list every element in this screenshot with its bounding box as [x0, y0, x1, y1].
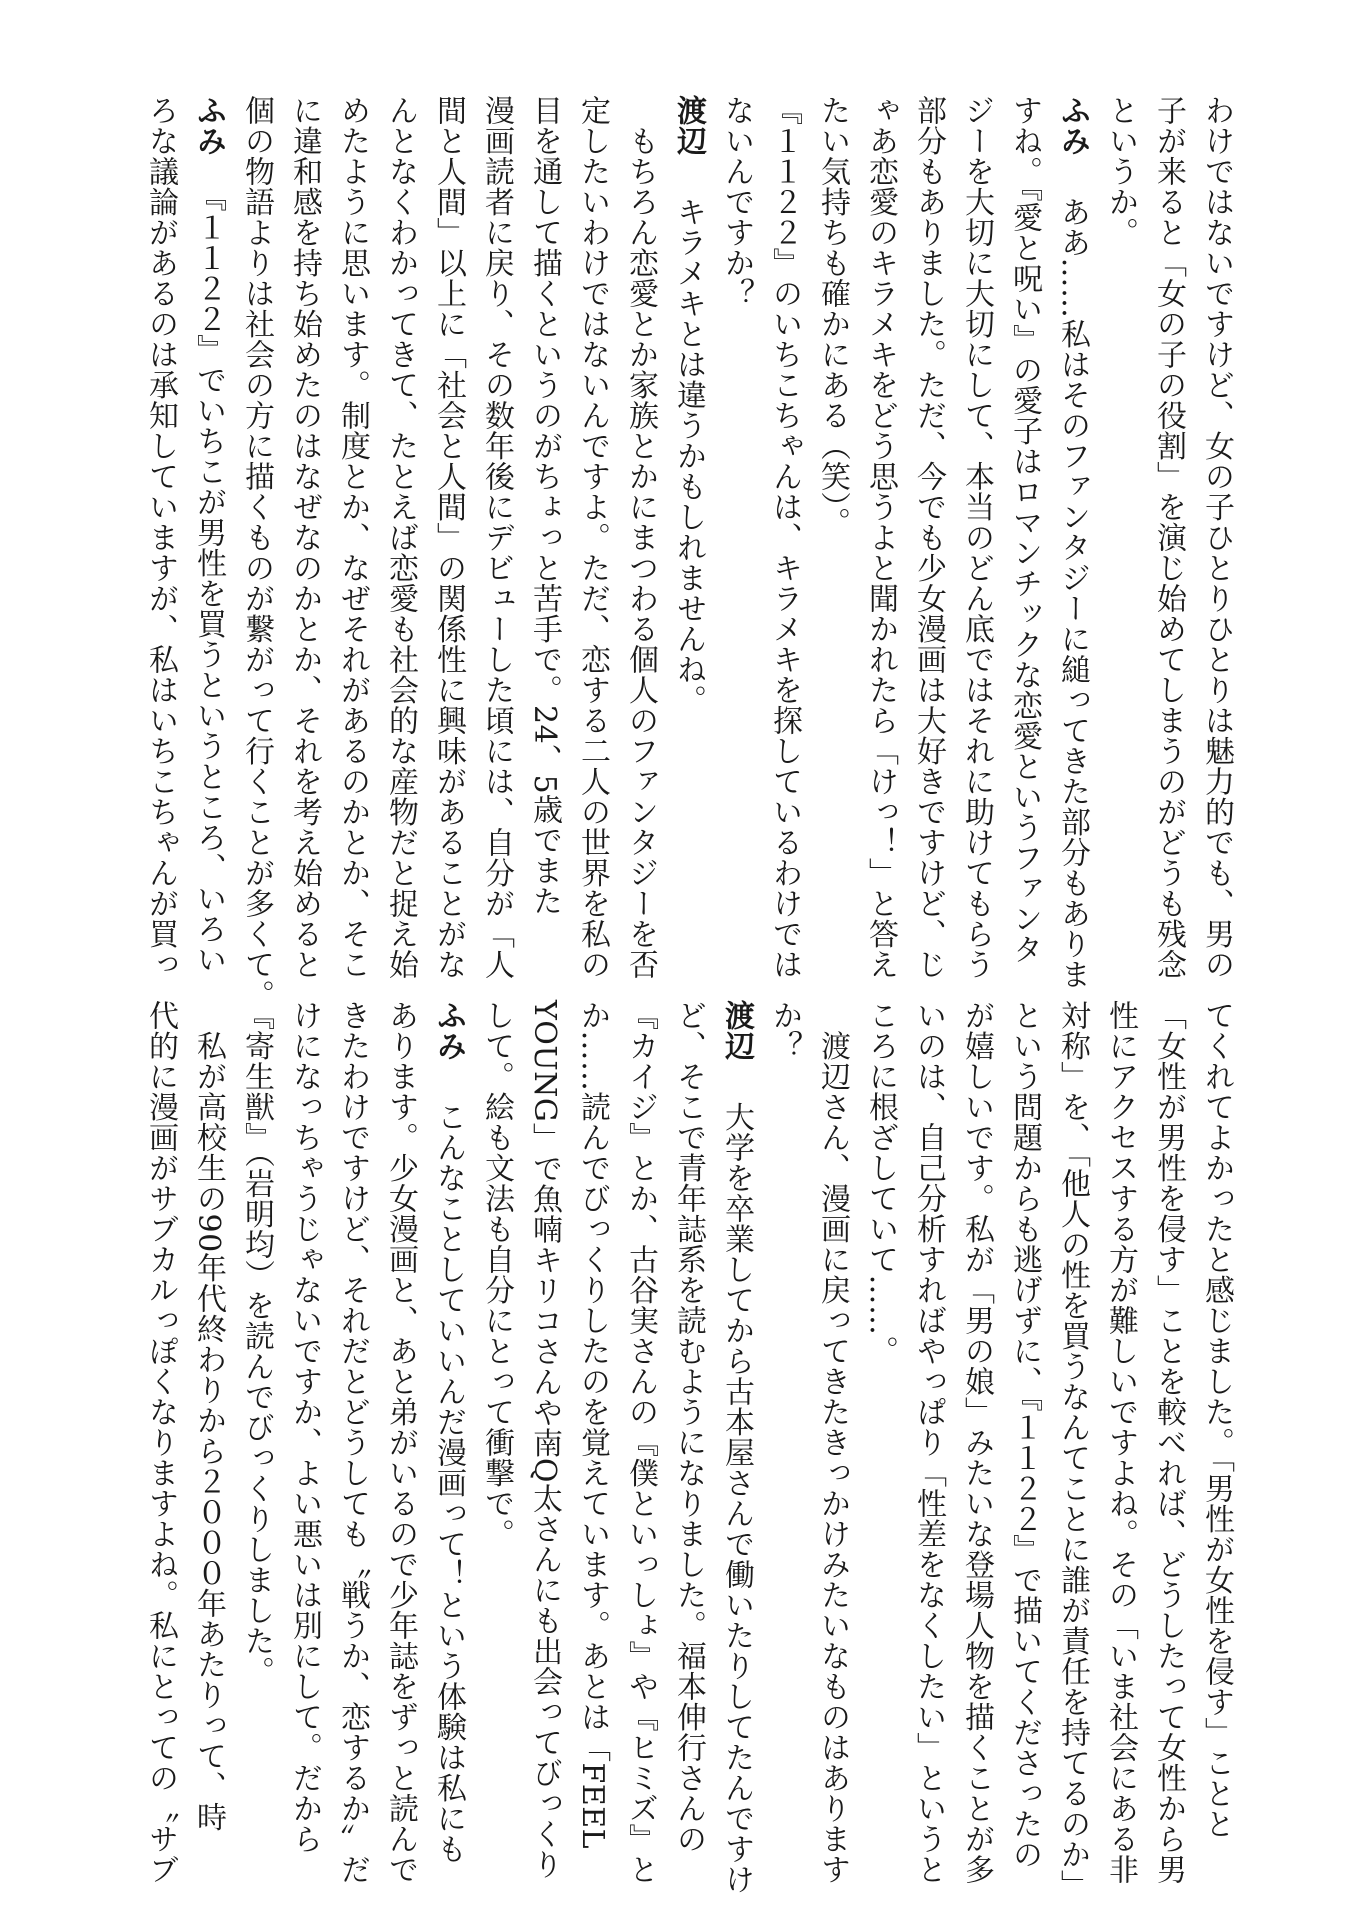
text-column: [280, 95, 328, 980]
column-text: あります。少女漫画と、あと弟がいるので少年誌をずっと読んで: [383, 1000, 418, 1885]
column-text: か？: [767, 1000, 802, 1061]
column-text: ど、そこで青年誌系を読むようになりました。福本伸行さんの: [671, 1000, 706, 1854]
text-column: [1048, 95, 1096, 990]
column-text: か……読んでびっくりしたのを覚えています。あとは「FEEL: [575, 1000, 610, 1850]
column-text: 性にアクセスする方が難しいですよね。その「いま社会にある非: [1103, 1000, 1138, 1885]
text-column: [1144, 1000, 1192, 1885]
text-column: [1000, 1000, 1048, 1870]
text-column: [664, 1000, 712, 1854]
text-column: [1096, 1000, 1144, 1885]
text-column: [1144, 95, 1192, 980]
column-text: 個の物語よりは社会の方に描くものが繋がって行くことが多くて。: [239, 95, 274, 1010]
text-column: [376, 1000, 424, 1885]
text-column: [808, 95, 856, 935]
column-text: という問題からも逃げずに、『１１２２』で描いてくださったの: [1007, 1000, 1042, 1870]
column-text: ないんですか？: [719, 95, 754, 309]
speaker-label: ふみ: [1055, 95, 1090, 156]
column-text: YOUNG」で魚喃キリコさんや南Q太さんにも出会ってびっくり: [527, 1000, 562, 1880]
text-column: [184, 1000, 232, 1840]
text-column: [328, 1000, 376, 1885]
text-column: [328, 95, 376, 980]
text-column: [184, 95, 232, 975]
bottom-text-block: [110, 1000, 1240, 1900]
column-text: すね。『愛と呪い』の愛子はロマンチックな恋愛というファンタ: [1007, 95, 1042, 965]
text-column: [1048, 1000, 1096, 1900]
column-text: めたように思います。制度とか、なぜそれがあるのかとか、そこ: [335, 95, 370, 980]
column-text: 部分もありました。ただ、今でも少女漫画は大好きですけど、じ: [911, 95, 946, 980]
column-text: 『寄生獣』（岩明均）を読んでびっくりしました。: [239, 1000, 274, 1687]
text-column: [232, 95, 280, 1010]
column-text: もちろん恋愛とか家族とかにまつわる個人のファンタジーを否: [623, 95, 658, 980]
column-text: 定したいわけではないんですよ。ただ、恋する二人の世界を私の: [575, 95, 610, 980]
column-text: わけではないですけど、女の子ひとりひとりは魅力的でも、男の: [1199, 95, 1234, 980]
text-column: [856, 1000, 904, 1840]
text-column: [760, 95, 808, 980]
column-text: 私が高校生の90年代終わりから２０００年あたりって、時: [191, 1000, 226, 1833]
text-column: [760, 1000, 808, 1840]
column-text: 対称」を、「他人の性を買うなんてことに誰が責任を持てるのか」: [1055, 1000, 1090, 1900]
text-column: [856, 95, 904, 980]
text-column: [952, 1000, 1000, 1885]
column-text: 『１１２２』でいちこが男性を買うというところ、いろい: [191, 196, 226, 975]
text-column: [232, 1000, 280, 1840]
text-column: [520, 1000, 568, 1880]
speaker-label: 渡辺: [671, 95, 706, 156]
column-text: 『１１２２』のいちこちゃんは、キラメキを探しているわけでは: [767, 95, 802, 980]
text-column: [712, 95, 760, 935]
column-text: 間と人間」以上に「社会と人間」の関係性に興味があることがな: [431, 95, 466, 980]
column-text: が嬉しいです。私が「男の娘」みたいな登場人物を描くことが多: [959, 1000, 994, 1885]
column-text: ジーを大切に大切にして、本当のどん底ではそれに助けてもらう: [959, 95, 994, 980]
column-text: して。絵も文法も自分にとって衝撃で。: [479, 1000, 514, 1549]
text-column: [1192, 1000, 1240, 1840]
text-column: [904, 95, 952, 980]
text-column: [568, 95, 616, 980]
text-column: [280, 1000, 328, 1854]
text-column: [808, 1000, 856, 1885]
text-column: [904, 1000, 952, 1885]
text-column: [376, 95, 424, 980]
column-text: ろな議論があるのは承知していますが、私はいちこちゃんが買っ: [143, 95, 178, 980]
speaker-label: ふみ: [431, 1000, 466, 1061]
text-column: [1192, 95, 1240, 980]
column-text: いのは、自己分析すればやっぱり「性差をなくしたい」というと: [911, 1000, 946, 1885]
text-column: [424, 1000, 472, 1864]
text-column: [424, 95, 472, 980]
text-column: [664, 95, 712, 935]
column-text: 代的に漫画がサブカルっぽくなりますよね。私にとっての〝サブ: [143, 1000, 178, 1885]
column-text: きたわけですけど、それだとどうしても〝戦うか、恋するか〟だ: [335, 1000, 370, 1885]
text-column: [1096, 95, 1144, 935]
text-column: [472, 95, 520, 980]
column-text: というか。: [1103, 95, 1138, 248]
column-text: 渡辺さん、漫画に戻ってきたきっかけみたいなものはあります: [815, 1000, 850, 1885]
text-column: [712, 1000, 760, 1895]
text-column: [616, 1000, 664, 1885]
column-text: てくれてよかったと感じました。「男性が女性を侵す」ことと: [1199, 1000, 1234, 1839]
text-column: [616, 95, 664, 980]
column-text: 漫画読者に戻り、その数年後にデビューした頃には、自分が「人: [479, 95, 514, 980]
column-text: ゃあ恋愛のキラメキをどう思うよと聞かれたら「けっ！」と答え: [863, 95, 898, 980]
column-text: けになっちゃうじゃないですか、よい悪いは別にして。だから: [287, 1000, 322, 1854]
column-text: 大学を卒業してから古本屋さんで働いたりしてたんですけ: [719, 1101, 754, 1895]
column-text: こんなことしていいんだ漫画って！という体験は私にも: [431, 1101, 466, 1864]
text-column: [136, 95, 184, 980]
column-text: に違和感を持ち始めたのはなぜなのかとか、それを考え始めると: [287, 95, 322, 980]
column-text: 『カイジ』とか、古谷実さんの『僕といっしょ』や『ヒミズ』と: [623, 1000, 658, 1885]
column-text: んとなくわかってきて、たとえば恋愛も社会的な産物だと捉え始: [383, 95, 418, 980]
text-column: [472, 1000, 520, 1840]
column-text: キラメキとは違うかもしれませんね。: [671, 196, 706, 715]
speaker-label: ふみ: [191, 95, 226, 156]
top-text-block: [110, 95, 1240, 1010]
text-column: [1000, 95, 1048, 965]
text-column: [136, 1000, 184, 1885]
text-column: [520, 95, 568, 935]
column-text: たい気持ちも確かにある（笑）。: [815, 95, 850, 538]
speaker-label: 渡辺: [719, 1000, 754, 1061]
column-text: ころに根ざしていて……。: [863, 1000, 898, 1366]
column-text: 「女性が男性を侵す」ことを較べれば、どうしたって女性から男: [1151, 1000, 1186, 1885]
text-column: [568, 1000, 616, 1850]
column-text: 目を通して描くというのがちょっと苦手で。24、5歳でまた: [527, 95, 562, 917]
column-text: 子が来ると「女の子の役割」を演じ始めてしまうのがどうも残念: [1151, 95, 1186, 980]
text-column: [952, 95, 1000, 980]
column-text: ああ……私はそのファンタジーに縋ってきた部分もありま: [1055, 196, 1090, 990]
